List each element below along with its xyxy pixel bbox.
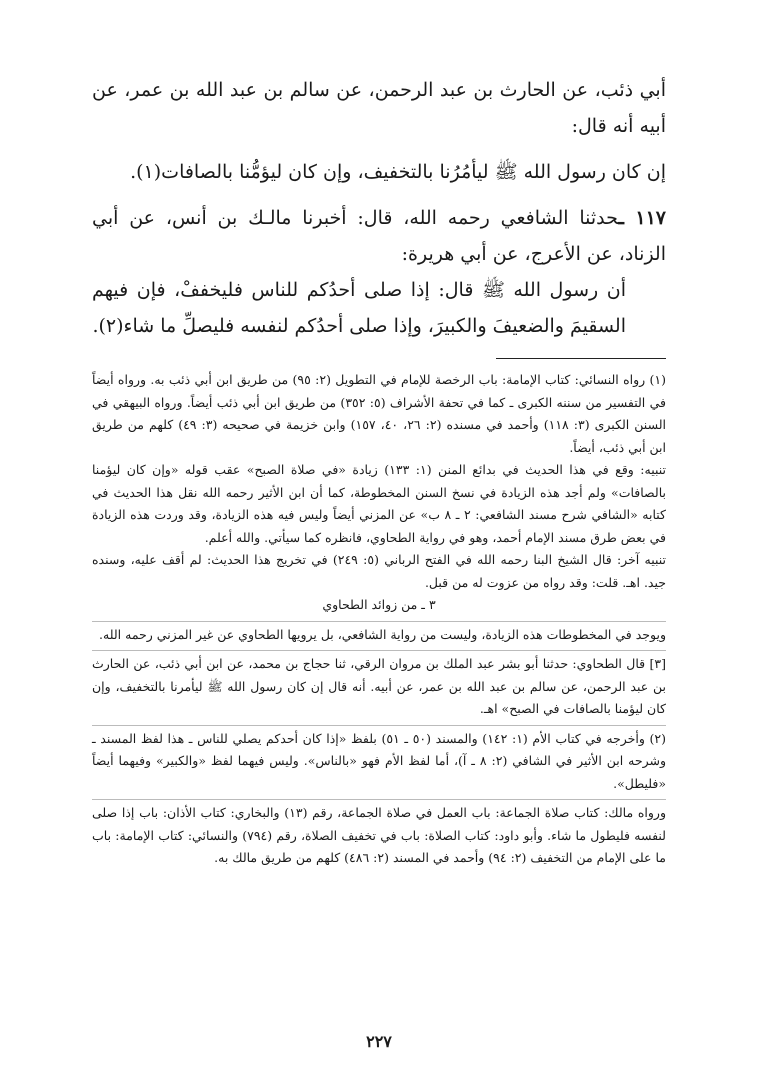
footnotes <box>92 369 666 870</box>
hadith-117-chain-text: حدثنا الشافعي رحمه الله، قال: أخبرنا مالـك بن أنس، عن أبي الزناد، عن الأعرج، عن أبي هريرة: <box>92 207 666 265</box>
footnote-subheading: ٣ ـ من زوائد الطحاوي <box>322 597 436 612</box>
hadith-117-text: أن رسول الله ﷺ قال: إذا صلى أحدُكم للناس فليخففْ، فإن فيهم السقيمَ والضعيفَ والكبيرَ، وإذا صلى أحدُكم لنفسه فليصلِّ ما شاء(٢). <box>92 279 626 337</box>
page-number: ٢٢٧ <box>366 1032 392 1051</box>
main-text <box>92 72 666 344</box>
footnote-1-note: تنبيه: وقع في هذا الحديث في بدائع المنن (١: ١٣٣) زيادة «في صلاة الصبح» عقب قوله «وإن كان ليؤمنا بالصافات» ولم أجد هذه الزيادة في نسخ السنن المخطوطة، كما أن ابن الأثير رحمه الله نقل هذا الحديث في كتابه «الشافي شرح مسند الشافعي: ٢ ـ ٨ ب» عن المزني أيضاً وليس فيه هذه الزيادة، وقد وردت هذه الزيادة في بعض طرق مسند الإمام أحمد، وهو في رواية الطحاوي، فانظره كما سيأتي. والله أعلم. <box>92 462 667 545</box>
footnote-divider <box>496 358 666 359</box>
footnote-1-tahawi-hadith: [٣] قال الطحاوي: حدثنا أبو بشر عبد الملك بن مروان الرقي، ثنا حجاج بن محمد، عن ابن أبي ذئب، عن الحارث بن عبد الرحمن، عن سالم بن عبد الله بن عمر، عن أبيه. أنه قال إن كان رسول الله ﷺ ليأمرنا بالتخفيف، وإن كان ليؤمنا بالصافات في الصبح» اهـ. <box>92 650 666 721</box>
footnote-1-tahawi-intro: ويوجد في المخطوطات هذه الزيادة، وليست من رواية الشافعي، بل يرويها الطحاوي عن غير المزني رحمه الله. <box>92 621 666 647</box>
main-line-2: إن كان رسول الله ﷺ ليأمُرُنا بالتخفيف، وإن كان ليؤمُّنا بالصافات(١). <box>130 161 666 183</box>
footnote-1: (١) رواه النسائي: كتاب الإمامة: باب الرخصة للإمام في التطويل (٢: ٩٥) من طريق ابن أبي ذئب به. ورواه أيضاً في التفسير من سننه الكبرى ـ كما في تحفة الأشراف (٥: ٣٥٢) من طريق ابن أبي ذئب أيضاً. ورواه البيهقي في السنن الكبرى (٣: ١١٨) وأحمد في مسنده (٢: ٢٦، ٤٠، ١٥٧) وابن خزيمة في صحيحه (٣: ٤٩) كلهم من طريق ابن أبي ذئب، أيضاً. <box>92 372 666 455</box>
main-line-1: أبي ذئب، عن الحارث بن عبد الرحمن، عن سالم بن عبد الله بن عمر، عن أبيه أنه قال: <box>92 79 666 137</box>
footnote-1-note-2: تنبيه آخر: قال الشيخ البنا رحمه الله في الفتح الرباني (٥: ٢٤٩) في تخريج هذا الحديث: لم أقف عليه، وسنده جيد. اهـ. قلت: وقد رواه من عزوت له من قبل. <box>92 552 666 590</box>
footnote-2-sources: ورواه مالك: كتاب صلاة الجماعة: باب العمل في صلاة الجماعة، رقم (١٣) والبخاري: كتاب الأذان: باب إذا صلى لنفسه فليطول ما شاء. وأبو داود: كتاب الصلاة: باب في تخفيف الصلاة، رقم (٧٩٤) والنسائي: كتاب الإمامة: باب ما على الإمام من التخفيف (٢: ٩٤) وأحمد في المسند (٢: ٤٨٦) كلهم من طريق مالك به. <box>92 799 666 870</box>
footnote-2: (٢) وأخرجه في كتاب الأم (١: ١٤٢) والمسند (٥٠ ـ ٥١) بلفظ «إذا كان أحدكم يصلي للناس ـ هذا لفظ المسند ـ وشرحه ابن الأثير في الشافي (٢: ٨ ـ آ)، أما لفظ الأم فهو «بالناس». وليس فيهما لفظ «والكبير» وفيهما أيضاً «فليطل». <box>92 725 666 796</box>
page-body <box>92 72 666 870</box>
hadith-number: ١١٧ ـ <box>618 207 666 229</box>
hadith-117-chain <box>92 200 666 272</box>
